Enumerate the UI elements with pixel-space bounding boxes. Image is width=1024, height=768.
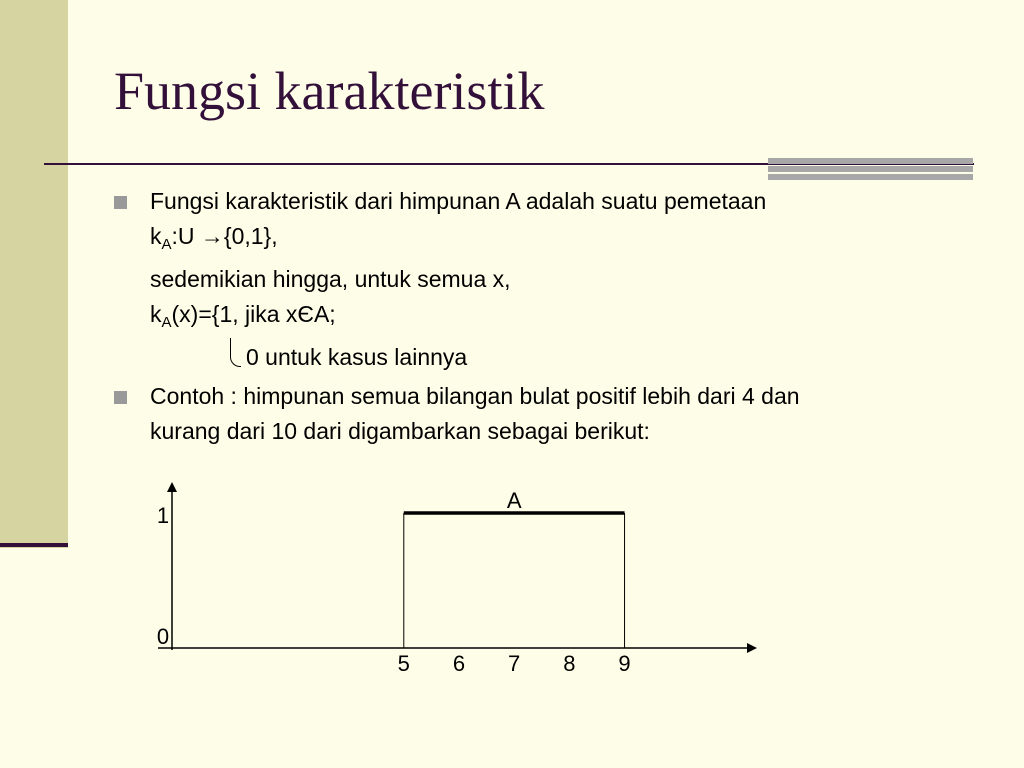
x-tick-label: 9 xyxy=(618,651,631,676)
bullet-square-icon xyxy=(114,196,127,209)
k-symbol: k xyxy=(150,301,162,327)
bullet-definition xyxy=(112,184,992,375)
k-subscript: A xyxy=(161,314,172,331)
mapping-text: :U →{0,1}, xyxy=(171,223,278,249)
side-rule xyxy=(0,543,68,547)
y-axis-arrow-icon xyxy=(167,482,177,492)
x-tick-label: 8 xyxy=(563,651,576,676)
case-one-line xyxy=(150,297,992,340)
bullet-list xyxy=(112,184,992,449)
k-subscript: A xyxy=(161,236,172,253)
example-line-2: kurang dari 10 dari digambarkan sebagai berikut: xyxy=(150,418,650,444)
bullet-example xyxy=(112,379,992,449)
x-tick-label: 7 xyxy=(508,651,521,676)
y-tick-label: 0 xyxy=(156,624,170,649)
definition-line: Fungsi karakteristik dari himpunan A adalah suatu pemetaan xyxy=(150,188,767,214)
brace-icon xyxy=(230,338,241,367)
case-zero-text: 0 untuk kasus lainnya xyxy=(246,344,468,370)
example-line-1: Contoh : himpunan semua bilangan bulat positif lebih dari 4 dan xyxy=(150,383,800,409)
k-symbol: k xyxy=(150,223,162,249)
condition-line: sedemikian hingga, untuk semua x, xyxy=(150,266,511,292)
case-zero-line xyxy=(150,340,992,375)
slide-title: Fungsi karakteristik xyxy=(114,61,545,121)
mapping-line xyxy=(150,219,992,262)
side-band xyxy=(0,0,68,548)
bullet-square-icon xyxy=(114,391,127,404)
x-tick-label: 6 xyxy=(452,651,466,676)
x-tick-label: 5 xyxy=(397,651,410,676)
series-label-A: A xyxy=(506,488,522,513)
title-rule-accent xyxy=(768,158,973,180)
x-axis-arrow-icon xyxy=(747,643,757,653)
y-tick-label: 1 xyxy=(156,503,170,528)
case-one-text: (x)={1, jika xЄA; xyxy=(171,301,336,327)
